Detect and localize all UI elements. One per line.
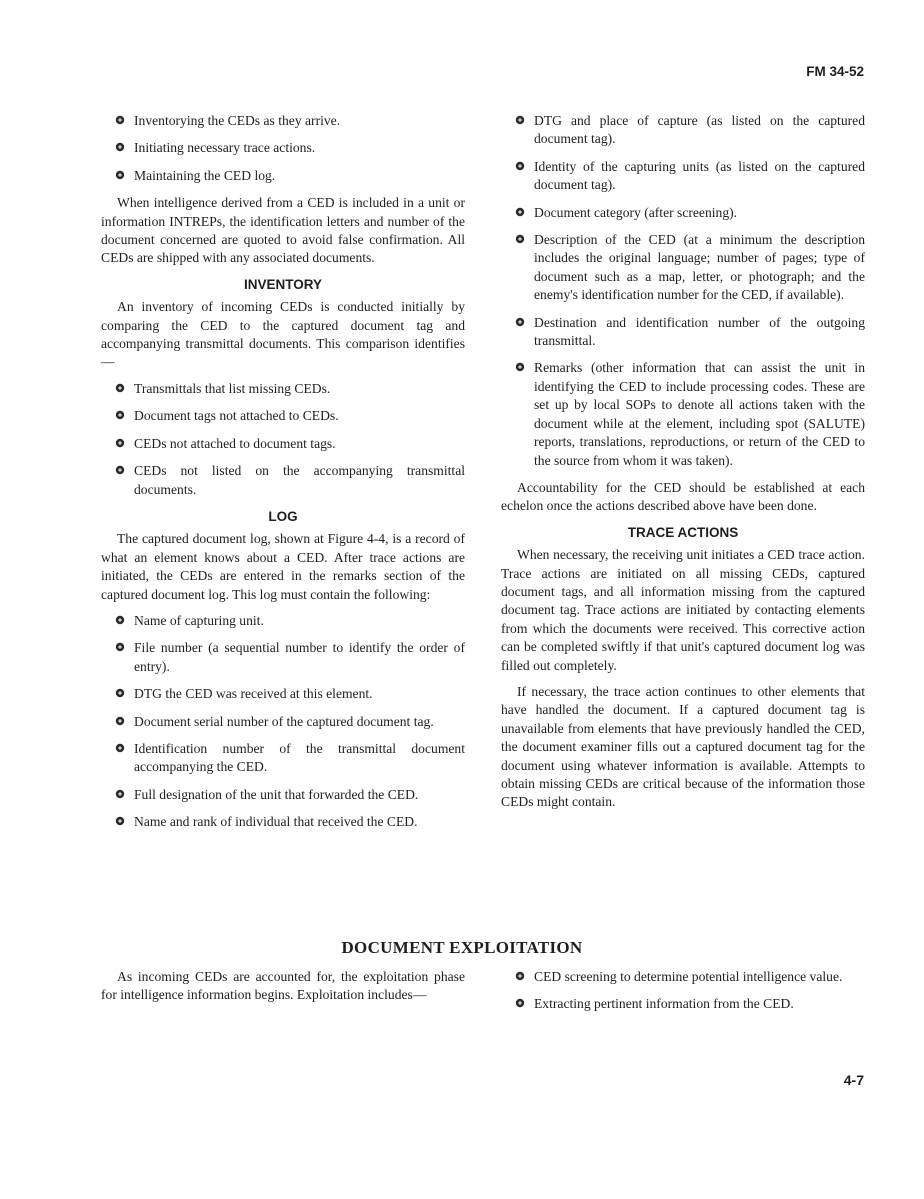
list-item: CED screening to determine potential intelligence value.	[501, 968, 865, 986]
bullet-icon	[115, 688, 125, 698]
trace-paragraph-1: When necessary, the receiving unit initiates a CED trace action. Trace actions are initiated on all missing CEDs, captured document tags, and all information missing from the captured document tag. Trace actions are initiated by contacting elements from which the documents were received. This corrective action can be completed swiftly if that unit's captured document log was filled out completely.	[501, 547, 865, 673]
bullet-icon	[115, 383, 125, 393]
list-item: Description of the CED (at a minimum the description includes the original language; number of pages; type of document such as a map, letter, or photograph; and the enemy's identification number for the CED, if available).	[501, 231, 865, 305]
section-title: DOCUMENT EXPLOITATION	[341, 938, 583, 957]
inventory-paragraph: An inventory of incoming CEDs is conducted initially by comparing the CED to the captured document tag and accompanying transmittal documents. This comparison identifies—	[101, 299, 465, 370]
bullet-icon	[115, 642, 125, 652]
list-item: Initiating necessary trace actions.	[101, 139, 465, 157]
bullet-icon	[115, 789, 125, 799]
intro-paragraph: When intelligence derived from a CED is included in a unit or information INTREPs, the identification letters and number of the document concerned are quoted to avoid false confirmation. All CEDs are shipped with any associated documents.	[101, 195, 465, 266]
bullet-icon	[115, 816, 125, 826]
list-item: File number (a sequential number to identify the order of entry).	[101, 639, 465, 676]
bullet-icon	[515, 207, 525, 217]
bullet-icon	[115, 410, 125, 420]
list-item: Identity of the capturing units (as listed on the captured document tag).	[501, 158, 865, 195]
bullet-icon	[515, 971, 525, 981]
list-item: Document tags not attached to CEDs.	[101, 407, 465, 425]
log-heading: LOG	[268, 508, 298, 524]
list-item: Extracting pertinent information from the CED.	[501, 995, 865, 1013]
list-item: Name and rank of individual that received the CED.	[101, 813, 465, 831]
list-item: Document serial number of the captured document tag.	[101, 713, 465, 731]
list-item: DTG the CED was received at this element.	[101, 685, 465, 703]
bullet-icon	[115, 716, 125, 726]
bullet-icon	[115, 170, 125, 180]
bullet-icon	[115, 438, 125, 448]
log-paragraph: The captured document log, shown at Figure 4-4, is a record of what an element knows about a CED. After trace actions are initiated, the CEDs are entered in the remarks section of the captured document log. This log must contain the following:	[101, 531, 465, 602]
left-column	[101, 112, 465, 841]
list-item: Remarks (other information that can assist the unit in identifying the CED to include processing codes. These are set up by local SOPs to denote all actions taken with the document while at the element, including spot (SALUTE) reports, translations, reproductions, or return of the CED to the source from whom it was taken).	[501, 359, 865, 469]
exploitation-bullet-list	[501, 968, 865, 1014]
list-item: Maintaining the CED log.	[101, 167, 465, 185]
inventory-heading: INVENTORY	[243, 276, 322, 292]
list-item: Transmittals that list missing CEDs.	[101, 380, 465, 398]
list-item: Name of capturing unit.	[101, 612, 465, 630]
log-bullet-list	[101, 612, 465, 832]
list-item: Inventorying the CEDs as they arrive.	[101, 112, 465, 130]
inventory-bullet-list	[101, 380, 465, 499]
exploitation-left	[101, 968, 465, 1013]
intro-bullet-list	[101, 112, 465, 185]
list-item: Document category (after screening).	[501, 204, 865, 222]
bullet-icon	[515, 115, 525, 125]
bullet-icon	[515, 317, 525, 327]
bullet-icon	[515, 234, 525, 244]
list-item: Identification number of the transmittal document accompanying the CED.	[101, 740, 465, 777]
bullet-icon	[115, 465, 125, 475]
list-item: DTG and place of capture (as listed on the captured document tag).	[501, 112, 865, 149]
trace-paragraph-2: If necessary, the trace action continues to other elements that have handled the document. If a captured document tag is unavailable from elements that have previously handled the CED, the document examiner fills out a captured document tag for the document using whatever information is available. Attempts to obtain missing CEDs are critical because of the information those CEDs might contain.	[501, 683, 865, 810]
bullet-icon	[515, 998, 525, 1008]
bullet-icon	[115, 615, 125, 625]
accountability-paragraph: Accountability for the CED should be established at each echelon once the actions described above have been done.	[501, 479, 865, 514]
bullet-icon	[115, 743, 125, 753]
trace-actions-heading: TRACE ACTIONS	[627, 524, 739, 540]
header-doc-id: FM 34-52	[806, 64, 864, 79]
exploitation-paragraph: As incoming CEDs are accounted for, the exploitation phase for intelligence information begins. Exploitation includes—	[101, 969, 465, 1003]
bullet-icon	[115, 115, 125, 125]
list-item: CEDs not attached to document tags.	[101, 435, 465, 453]
bullet-icon	[115, 142, 125, 152]
bullet-icon	[515, 161, 525, 171]
list-item: Destination and identification number of the outgoing transmittal.	[501, 314, 865, 351]
log-bullet-list-continued	[501, 112, 865, 470]
right-column	[501, 112, 865, 820]
bullet-icon	[515, 362, 525, 372]
exploitation-right	[501, 968, 865, 1023]
page-number: 4-7	[843, 1072, 864, 1088]
list-item: CEDs not listed on the accompanying transmittal documents.	[101, 462, 465, 499]
list-item: Full designation of the unit that forwarded the CED.	[101, 786, 465, 804]
